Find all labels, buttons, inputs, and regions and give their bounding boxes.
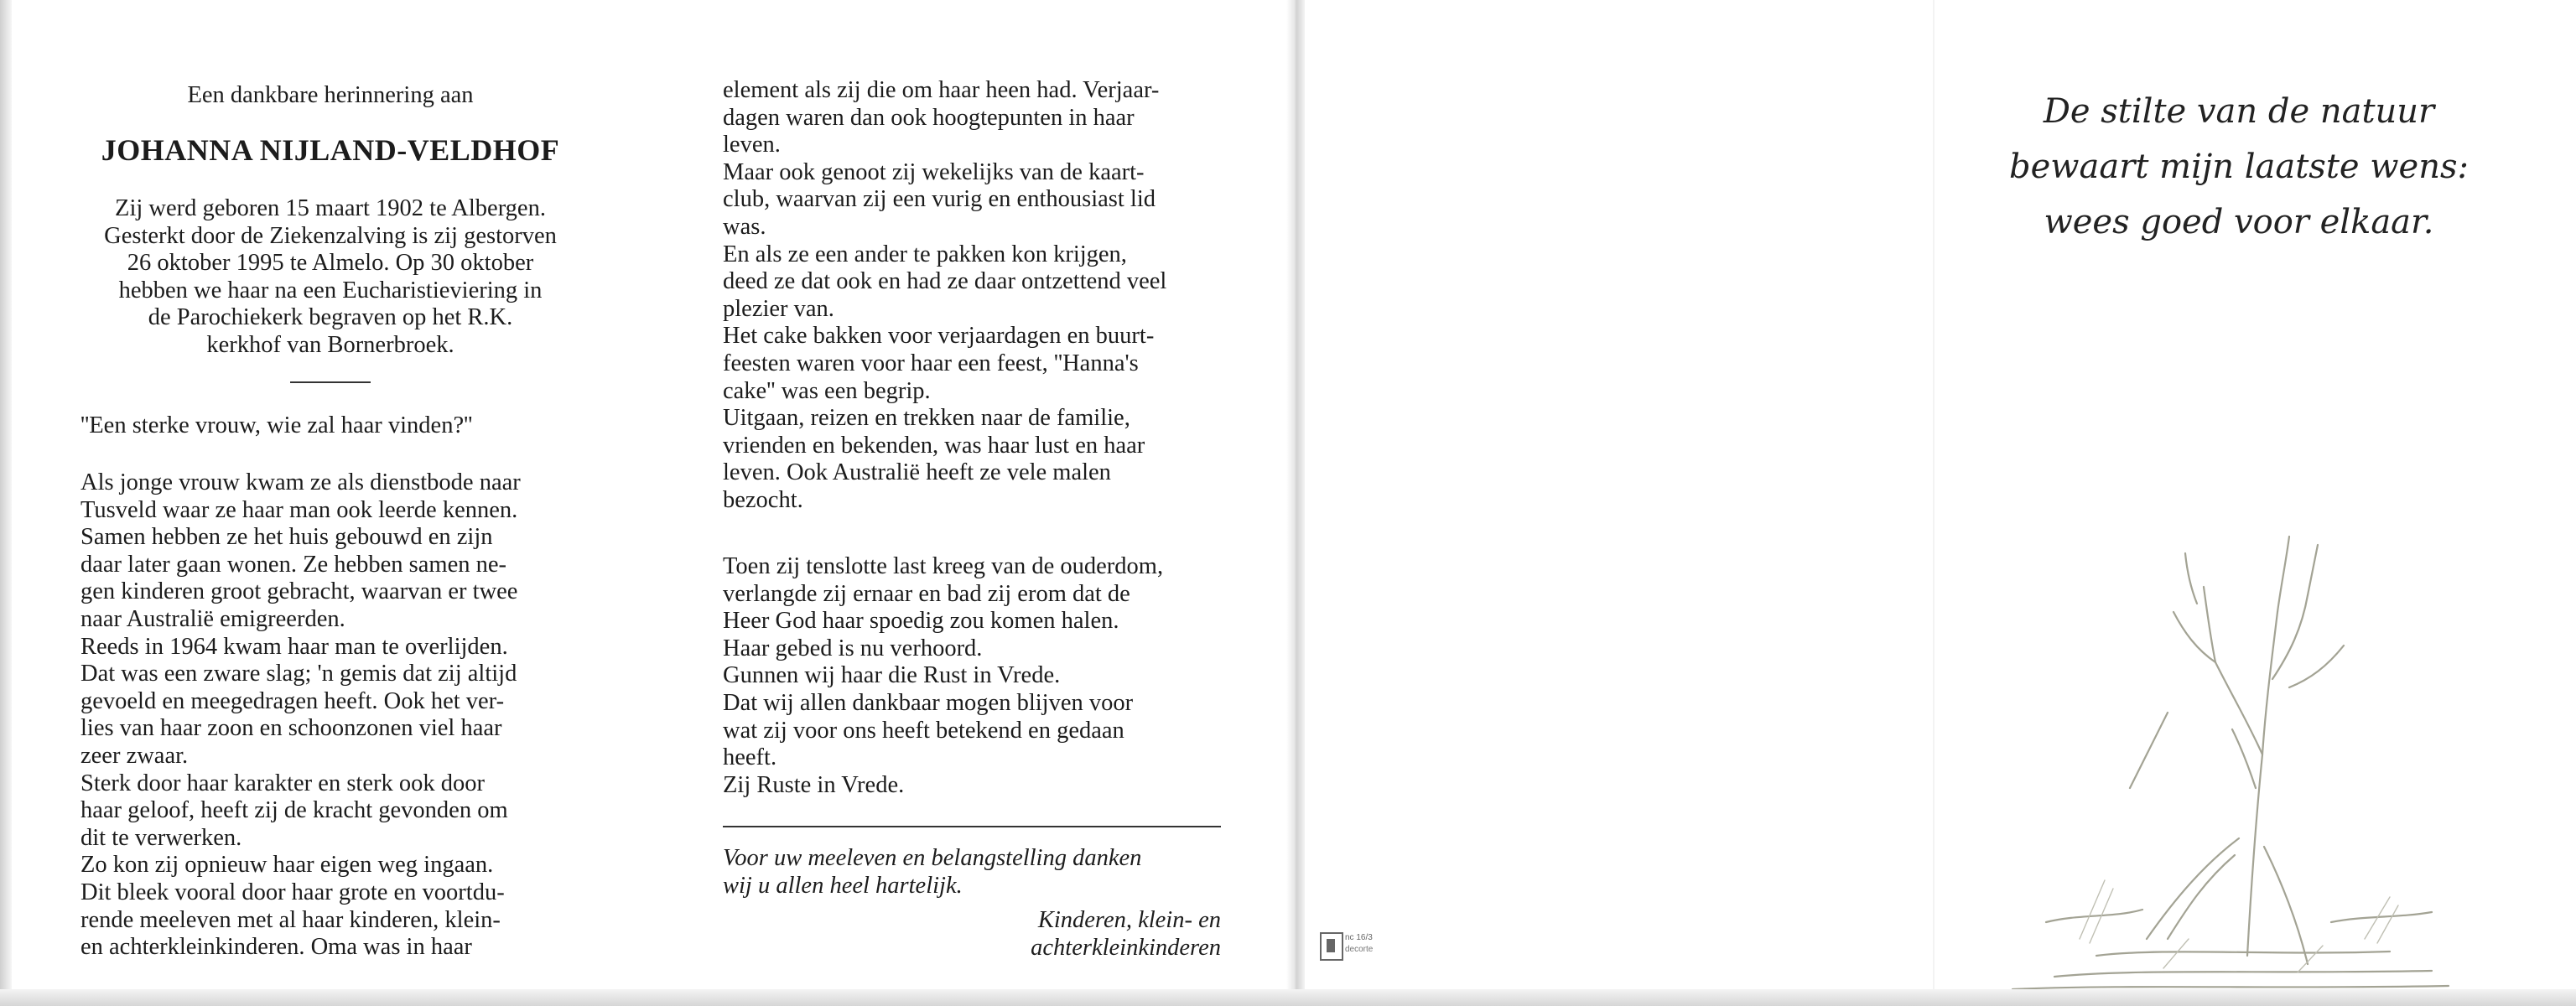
poem-line: wees goed voor elkaar. [2044,203,2434,241]
closing-paragraph [723,553,1221,799]
text-line: Gesterkt door de Ziekenzalving is zij gestorven [104,222,557,249]
printer-code: nc 16/3 [1345,933,1373,942]
text-line: hebben we haar na een Eucharistieviering in [118,277,543,303]
text-line: was. [723,213,766,240]
biography-part-1 [80,469,580,962]
text-line: vrienden en bekenden, was haar lust en haar [723,432,1145,459]
text-line: Samen hebben ze het huis gebouwd en zijn [80,524,493,551]
text-line: plezier van. [723,295,834,322]
text-line: Dat wij allen dankbaar mogen blijven voor [723,689,1134,716]
text-line: bezocht. [723,486,803,513]
signature-family [922,907,1221,962]
poem-line: bewaart mijn laatste wens: [2009,148,2469,186]
text-line: verlangde zij ernaar en bad zij erom dat de [723,580,1130,607]
thank-you-note [723,845,1221,900]
text-line: Gunnen wij haar die Rust in Vrede. [723,662,1061,689]
text-line: kerkhof van Bornerbroek. [206,331,454,358]
text-line: en achterkleinkinderen. Oma was in haar [80,934,472,961]
text-line: daar later gaan wonen. Ze hebben samen ne- [80,551,507,578]
text-line: heeft. [723,744,777,771]
text-line: leven. Ook Australië heeft ze vele malen [723,459,1111,486]
text-line: Toen zij tenslotte last kreeg van de ouderdom, [723,553,1164,579]
bible-quote: ''Een sterke vrouw, wie zal haar vinden?'' [80,412,473,438]
card-fold [1286,0,1305,1006]
text-line: rende meeleven met al haar kinderen, klein- [80,906,501,933]
text-line: Maar ook genoot zij wekelijks van de kaart- [723,158,1145,185]
text-line: gen kinderen groot gebracht, waarvan er twee [80,578,518,605]
text-line: Dat was een zware slag; 'n gemis dat zij altijd [80,661,517,687]
text-line: leven. [723,132,781,158]
text-line: deed ze dat ook en had ze daar ontzettend veel [723,268,1167,295]
text-line: cake'' was een begrip. [723,377,931,404]
text-line: Zij werd geboren 15 maart 1902 te Albergen. [115,195,546,221]
text-line: Haar gebed is nu verhoord. [723,635,983,661]
text-line: Sterk door haar karakter en sterk ook door [80,770,485,796]
text-line: element als zij die om haar heen had. Verjaar- [723,77,1160,103]
text-line: Tusveld waar ze haar man ook leerde kennen. [80,496,518,523]
scan-edge-bottom [0,989,2576,1006]
intro-line: Een dankbare herinnering aan [187,82,474,108]
text-line: dit te verwerken. [80,824,242,851]
biography-part-2 [723,77,1221,515]
divider-long [723,826,1221,827]
text-line: Voor uw meeleven en belangstelling danken [723,845,1142,871]
panel-crease [1933,0,1935,1006]
text-line: de Parochiekerk begraven op het R.K. [148,304,513,331]
scan-edge-left [0,0,12,1006]
text-line: lies van haar zoon en schoonzonen viel haar [80,715,502,742]
text-line: En als ze een ander te pakken kon krijgen, [723,241,1127,267]
text-line: dagen waren dan ook hoogtepunten in haar [723,104,1135,131]
tree-sketch-icon [1996,486,2465,998]
text-line: Dit bleek vooral door haar grote en voortdu- [80,879,505,905]
poem-line: De stilte van de natuur [2043,92,2435,131]
text-line: wij u allen heel hartelijk. [723,872,963,899]
birth-death-details [80,195,580,360]
text-line: 26 oktober 1995 te Almelo. Op 30 oktober [127,250,534,277]
text-line: zeer zwaar. [80,742,189,769]
text-line: Als jonge vrouw kwam ze als dienstbode naar [80,469,521,495]
text-line: wat zij voor ons heeft betekend en gedaan [723,717,1124,744]
text-line: Heer God haar spoedig zou komen halen. [723,608,1119,635]
text-line: Kinderen, klein- en [1037,907,1221,933]
text-line: Zo kon zij opnieuw haar eigen weg ingaan. [80,852,494,879]
deceased-name: JOHANNA NIJLAND-VELDHOF [101,133,560,167]
text-line: Zij Ruste in Vrede. [723,771,905,798]
text-line: Reeds in 1964 kwam haar man te overlijden. [80,633,508,660]
text-line: achterkleinkinderen [1031,934,1221,961]
text-line: Uitgaan, reizen en trekken naar de familie, [723,405,1130,432]
text-line: Het cake bakken voor verjaardagen en buurt- [723,323,1155,350]
text-line: feesten waren voor haar een feest, ''Hanna's [723,350,1139,376]
text-line: haar geloof, heeft zij de kracht gevonden om [80,797,508,824]
poem [1971,84,2507,250]
printer-logo-icon [1320,932,1343,961]
text-line: club, waarvan zij een vurig en enthousiast lid [723,186,1156,213]
divider-short [290,381,371,383]
printer-brand: decorte [1345,945,1374,954]
text-line: naar Australië emigreerden. [80,605,345,632]
text-line: gevoeld en meegedragen heeft. Ook het ver- [80,687,505,714]
